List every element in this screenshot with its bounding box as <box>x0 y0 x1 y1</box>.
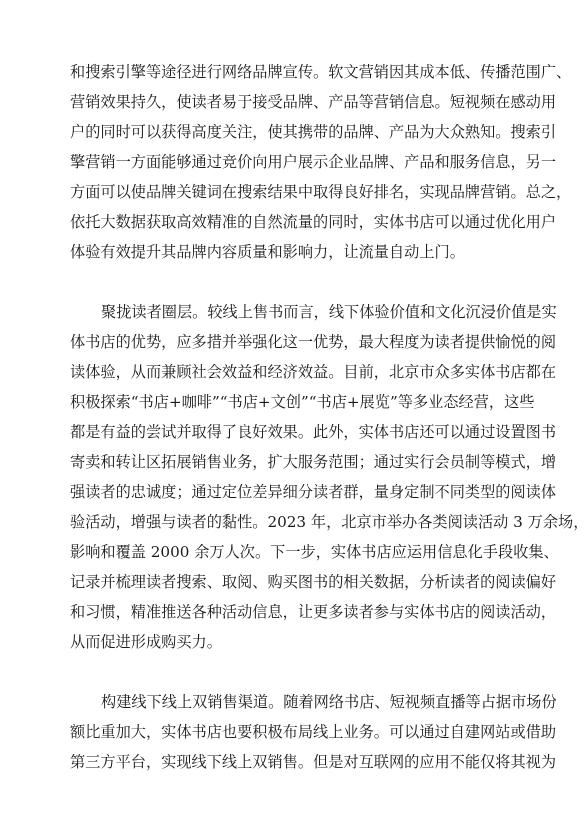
text-line: 户的同时可以获得高度关注，使其携带的品牌、产品为大众熟知。搜索引 <box>70 123 556 141</box>
text-line: 影响和覆盖 2000 余万人次。下一步，实体书店应运用信息化手段收集、 <box>70 543 559 561</box>
text-line: 依托大数据获取高效精准的自然流量的同时，实体书店可以通过优化用户 <box>70 213 556 231</box>
text-line: 验活动，增强与读者的黏性。2023 年，北京市举办各类阅读活动 3 万余场， <box>70 513 588 531</box>
text-line: 读体验，从而兼顾社会效益和经济效益。目前，北京市众多实体书店都在 <box>70 363 556 381</box>
text-line: 体书店的优势，应多措并举强化这一优势，最大程度为读者提供愉悦的阅 <box>70 333 556 351</box>
text-line: 寄卖和转让区拓展销售业务，扩大服务范围；通过实行会员制等模式，增 <box>70 453 556 471</box>
text-line: 第三方平台，实现线下线上双销售。但是对互联网的应用不能仅将其视为 <box>70 753 556 771</box>
text-line: 记录并梳理读者搜索、取阅、购买图书的相关数据，分析读者的阅读偏好 <box>70 573 556 591</box>
text-line: 擎营销一方面能够通过竞价向用户展示企业品牌、产品和服务信息，另一 <box>70 153 556 171</box>
text-line: 和搜索引擎等途径进行网络品牌宣传。软文营销因其成本低、传播范围广、 <box>70 63 572 81</box>
text-line: 聚拢读者圈层。较线上售书而言，线下体验价值和文化沉浸价值是实 <box>101 303 557 321</box>
text-line: 构建线下线上双销售渠道。随着网络书店、短视频直播等占据市场份 <box>101 693 557 711</box>
text-line: 体验有效提升其品牌内容质量和影响力，让流量自动上门。 <box>70 243 465 261</box>
text-line: 从而促进形成购买力。 <box>70 633 222 651</box>
text-line: 强读者的忠诚度；通过定位差异细分读者群，量身定制不同类型的阅读体 <box>70 483 556 501</box>
text-line: 方面可以使品牌关键词在搜索结果中取得良好排名，实现品牌营销。总之， <box>70 183 572 201</box>
text-line: 积极探索“书店+咖啡”“书店+文创”“书店+展览”等多业态经营，这些 <box>70 393 535 411</box>
text-line: 营销效果持久，使读者易于接受品牌、产品等营销信息。短视频在感动用 <box>70 93 556 111</box>
text-line: 都是有益的尝试并取得了良好效果。此外，实体书店还可以通过设置图书 <box>70 423 556 441</box>
text-line: 和习惯，精准推送各种活动信息，让更多读者参与实体书店的阅读活动， <box>70 603 556 621</box>
text-line: 额比重加大，实体书店也要积极布局线上业务。可以通过自建网站或借助 <box>70 723 556 741</box>
